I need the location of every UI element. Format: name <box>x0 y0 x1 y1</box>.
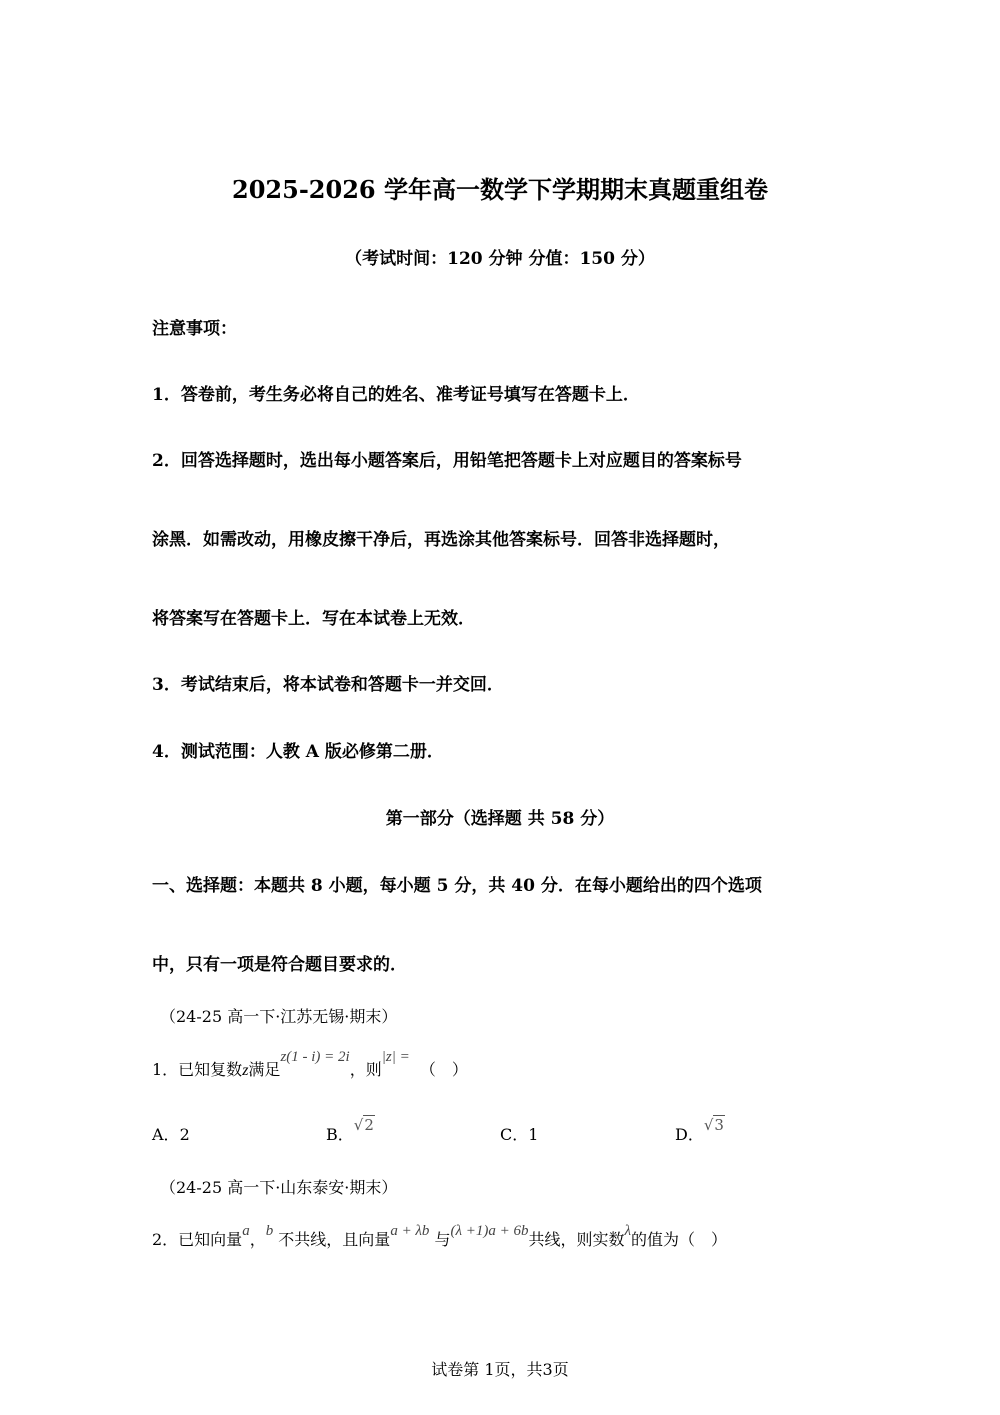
option-a-value: 2 <box>179 1125 190 1144</box>
question-2-var-a: a <box>242 1223 250 1239</box>
section-intro-line-2: 中，只有一项是符合题目要求的． <box>152 955 407 975</box>
question-1-formula-condition: z(1 - i) = 2i <box>280 1049 350 1065</box>
question-1-formula-modulus: |z| = <box>381 1049 410 1065</box>
question-1-option-b <box>326 1116 375 1145</box>
question-2-suffix: 的值为（ ） <box>631 1230 728 1249</box>
question-1-mid-1: 满足 <box>248 1060 281 1079</box>
question-2-mid-2: 与 <box>434 1230 451 1249</box>
question-2-mid-1: 不共线，且向量 <box>278 1230 391 1249</box>
question-1-var-z: z <box>242 1062 249 1079</box>
question-1-mid-2: ，则 <box>349 1060 382 1079</box>
notes-heading: 注意事项： <box>152 319 237 339</box>
option-d-value: 3 <box>714 1116 724 1134</box>
question-1-source: （24-25 高一下·江苏无锡·期末） <box>160 1007 398 1026</box>
question-2-prefix: 2．已知向量 <box>152 1230 243 1249</box>
note-item-2-line-3: 将答案写在答题卡上．写在本试卷上无效． <box>152 609 475 629</box>
question-2-formula-2: (λ +1)a + 6b <box>450 1223 529 1239</box>
question-2-comma: ， <box>249 1230 266 1249</box>
question-1-answer-paren: （ ） <box>419 1060 468 1079</box>
question-1-stem <box>152 1049 468 1080</box>
question-1-option-d <box>675 1116 725 1145</box>
part-one-heading: 第一部分（选择题 共 58 分） <box>385 809 615 829</box>
sqrt-icon: √2 <box>353 1116 374 1134</box>
question-2-source: （24-25 高一下·山东泰安·期末） <box>160 1178 398 1197</box>
option-b-label: B． <box>326 1125 354 1144</box>
document-title: 2025-2026 学年高一数学下学期期末真题重组卷 <box>232 175 768 204</box>
question-2-formula-1: a + λb <box>390 1223 430 1239</box>
note-item-1: 1．答卷前，考生务必将自己的姓名、准考证号填写在答题卡上． <box>152 385 640 405</box>
note-item-4: 4．测试范围：人教 A 版必修第二册． <box>152 742 444 762</box>
note-item-2-line-1: 2．回答选择题时，选出每小题答案后，用铅笔把答题卡上对应题目的答案标号 <box>152 451 742 471</box>
sqrt-icon: √3 <box>703 1116 724 1134</box>
question-1-prefix: 1．已知复数 <box>152 1060 243 1079</box>
section-intro-line-1: 一、选择题：本题共 8 小题，每小题 5 分，共 40 分．在每小题给出的四个选项 <box>152 876 762 896</box>
option-a-label: A． <box>152 1125 180 1144</box>
page-footer: 试卷第 1页，共3页 <box>431 1360 569 1379</box>
question-2-var-b: b <box>265 1223 274 1239</box>
question-2-stem <box>152 1223 728 1250</box>
option-d-label: D． <box>675 1125 704 1144</box>
note-item-2-line-2: 涂黑．如需改动，用橡皮擦干净后，再选涂其他答案标号．回答非选择题时， <box>152 530 730 550</box>
option-b-value: 2 <box>364 1116 374 1134</box>
note-item-3: 3．考试结束后，将本试卷和答题卡一并交回． <box>152 675 504 695</box>
option-c-label: C． <box>500 1125 529 1144</box>
question-2-var-lambda: λ <box>624 1223 632 1239</box>
exam-time-score: （考试时间：120 分钟 分值：150 分） <box>345 249 655 269</box>
question-1-option-a <box>152 1122 190 1145</box>
option-c-value: 1 <box>528 1125 539 1144</box>
question-1-option-c <box>500 1122 538 1145</box>
question-2-mid-3: 共线，则实数 <box>528 1230 625 1249</box>
